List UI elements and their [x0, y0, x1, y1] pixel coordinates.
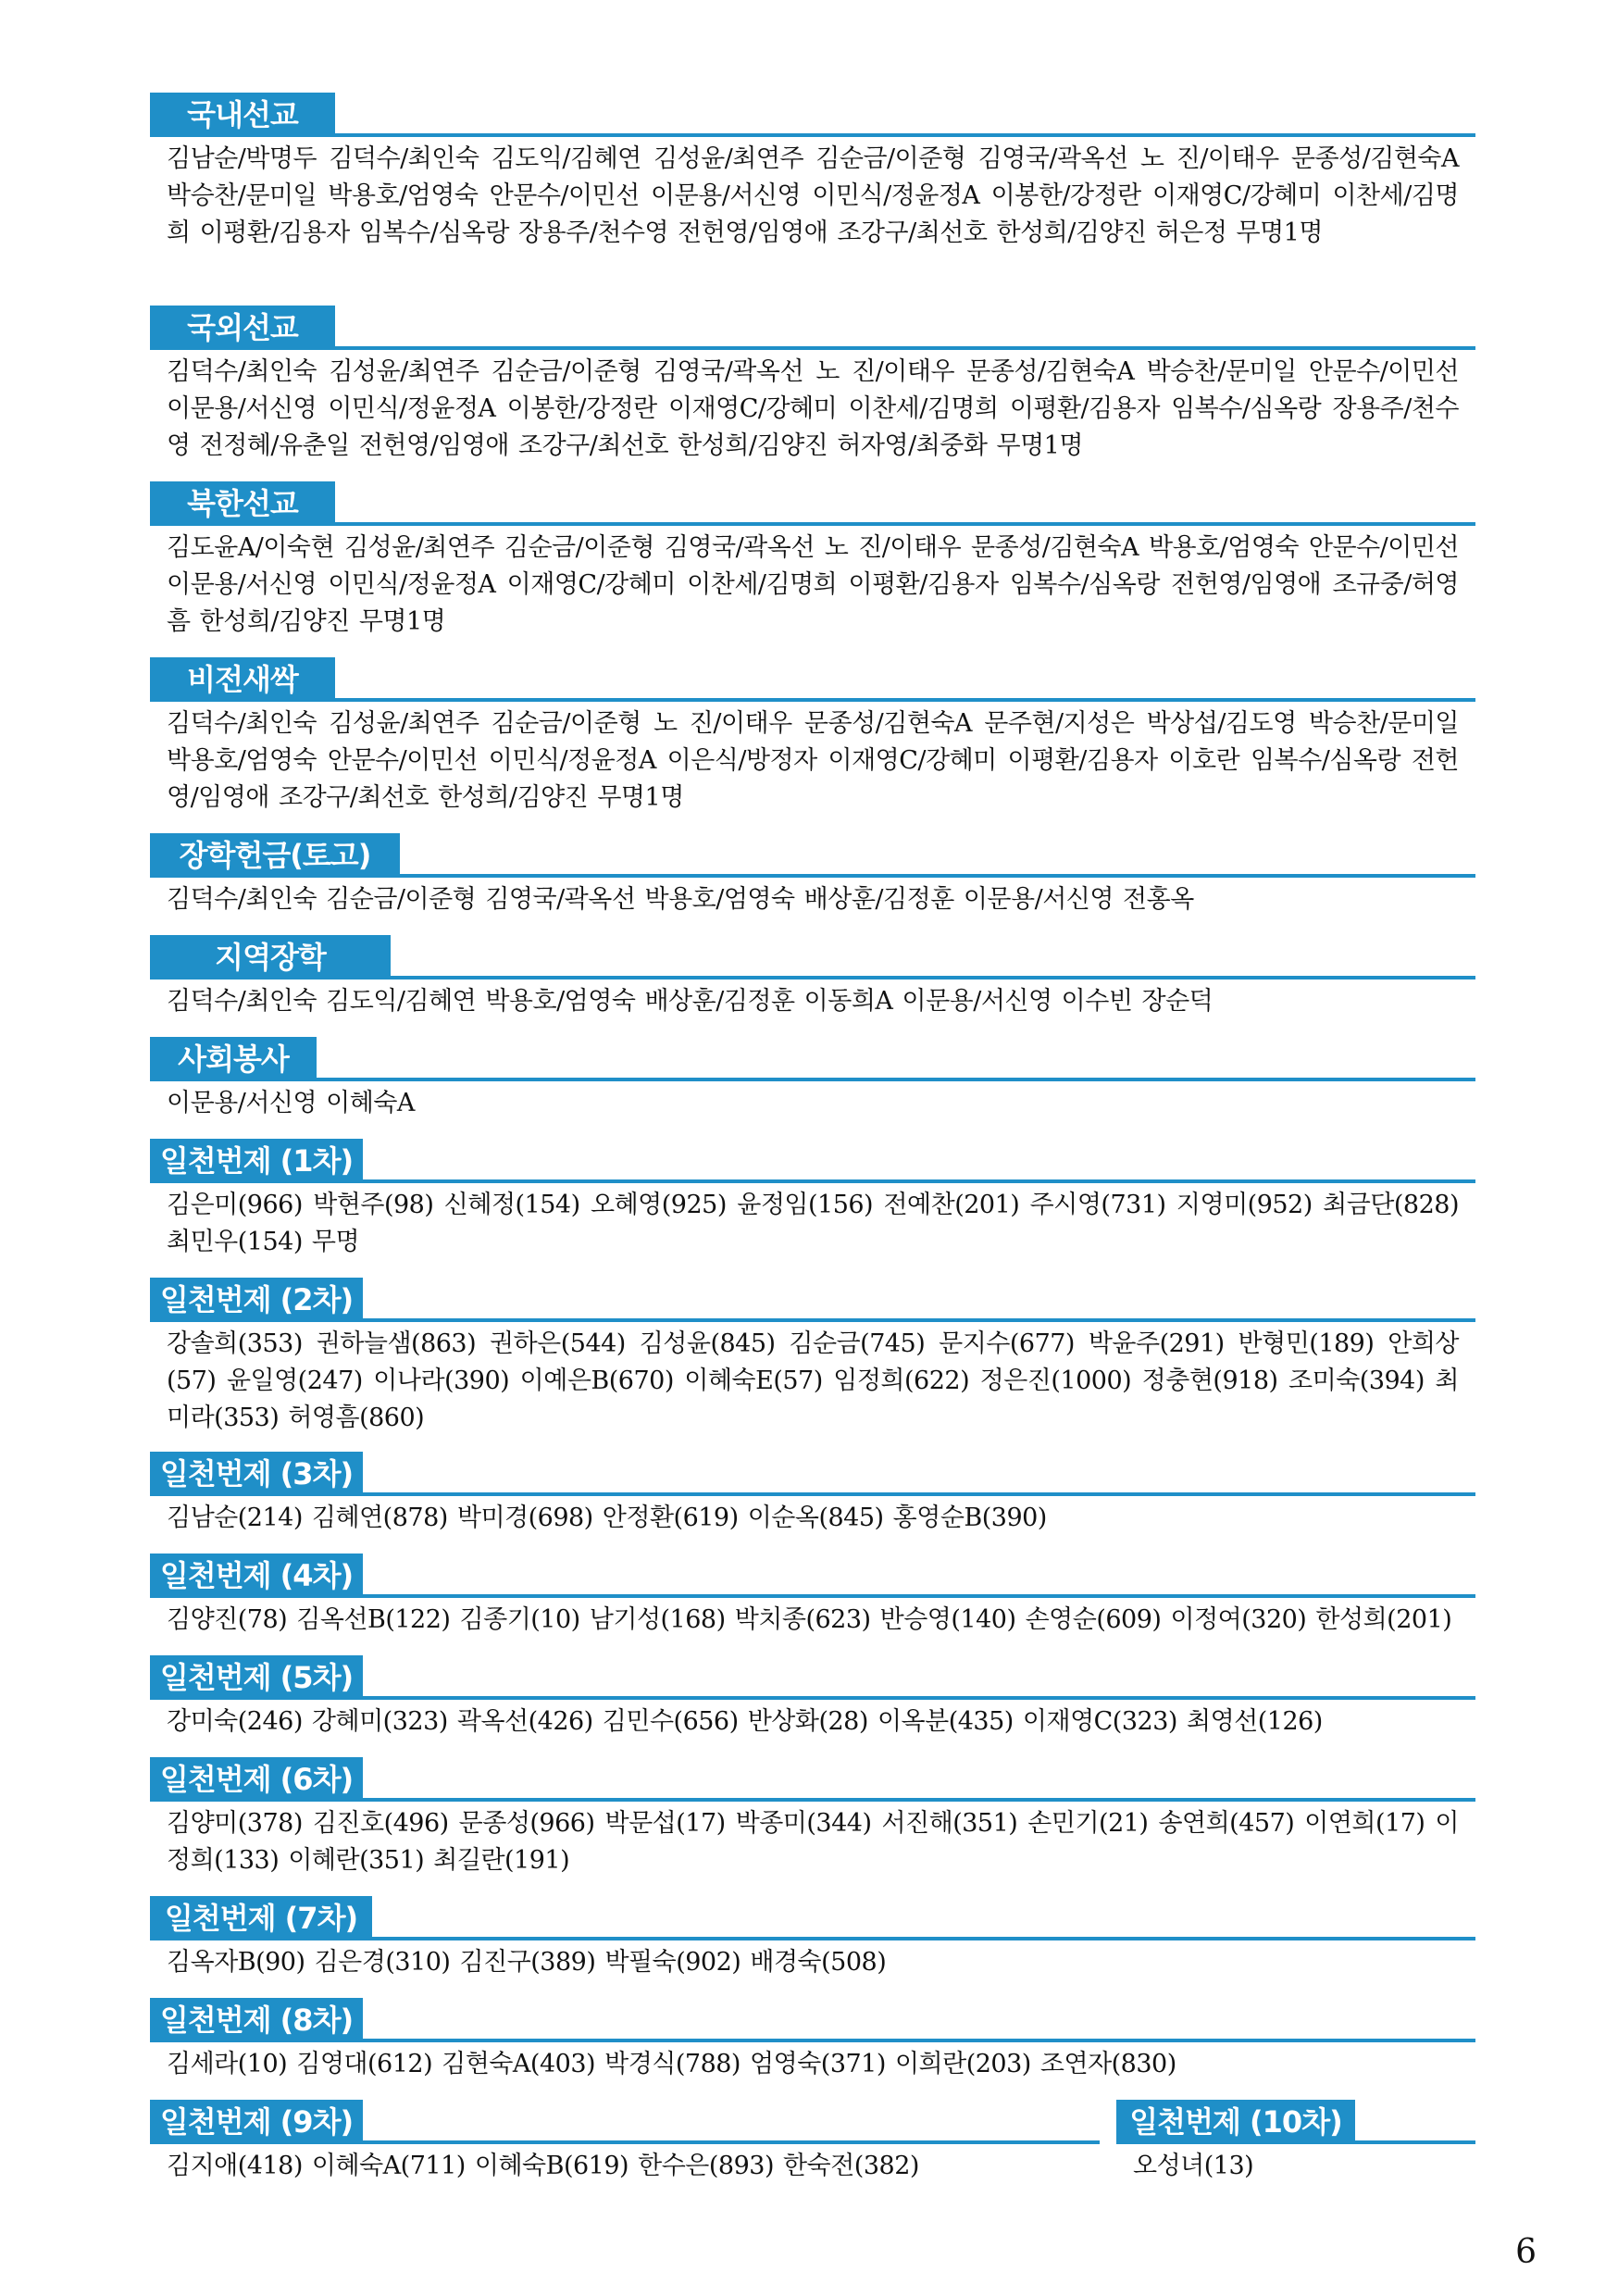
section-title: 지역장학 — [150, 935, 391, 980]
section-domestic-mission — [150, 93, 1475, 252]
section-title: 국내선교 — [150, 93, 335, 137]
section-body: 김도윤A/이숙현 김성윤/최연주 김순금/이준형 김영국/곽옥선 노 진/이태우 문종성/김현숙A 박용호/엄영숙 안문수/이민선 이문용/서신영 이민식/정윤정A 이재영C/강혜미 이찬세/김명희 이평환/김용자 임복수/심옥랑 전헌영/임영애 조규중/허영흠 한성희/김양진 무명1명 — [167, 533, 1459, 636]
section-body: 강미숙(246) 강혜미(323) 곽옥선(426) 김민수(656) 반상화(28) 이옥분(435) 이재영C(323) 최영선(126) — [167, 1707, 1323, 1736]
section-vision-sprout — [150, 657, 1475, 817]
section-thousand-offering-3 — [150, 1452, 1475, 1537]
section-title: 일천번제 (4차) — [150, 1554, 363, 1598]
section-body: 김덕수/최인숙 김성윤/최연주 김순금/이준형 노 진/이태우 문종성/김현숙A 문주현/지성은 박상섭/김도영 박승찬/문미일 박용호/엄영숙 안문수/이민선 이민식/정윤정A 이은식/방정자 이재영C/강혜미 이평환/김용자 이호란 임복수/심옥랑 전헌영/임영애 조강구/최선호 한성희/김양진 무명1명 — [167, 709, 1459, 812]
section-title: 일천번제 (3차) — [150, 1452, 363, 1496]
section-rule — [150, 133, 1475, 137]
section-title: 일천번제 (7차) — [150, 1896, 372, 1940]
section-body: 오성녀(13) — [1133, 2152, 1254, 2180]
section-title: 일천번제 (2차) — [150, 1278, 363, 1322]
section-thousand-offering-10 — [1116, 2100, 1475, 2185]
section-body: 김덕수/최인숙 김도익/김혜연 박용호/엄영숙 배상훈/김정훈 이동희A 이문용/서신영 이수빈 장순덕 — [167, 987, 1214, 1016]
section-thousand-offering-7 — [150, 1896, 1475, 1981]
section-thousand-offering-2 — [150, 1278, 1475, 1437]
section-rule — [150, 698, 1475, 702]
section-title: 북한선교 — [150, 481, 335, 526]
section-thousand-offering-1 — [150, 1139, 1475, 1261]
section-body: 김남순(214) 김혜연(878) 박미경(698) 안정환(619) 이순옥(845) 홍영순B(390) — [167, 1504, 1047, 1532]
section-title: 일천번제 (9차) — [150, 2100, 363, 2144]
section-body: 이문용/서신영 이혜숙A — [167, 1089, 415, 1117]
section-title: 비전새싹 — [150, 657, 335, 702]
section-body: 김덕수/최인숙 김성윤/최연주 김순금/이준형 김영국/곽옥선 노 진/이태우 문종성/김현숙A 박승찬/문미일 안문수/이민선 이문용/서신영 이민식/정윤정A 이봉한/강정란 이재영C/강혜미 이찬세/김명희 이평환/김용자 임복수/심옥랑 장용주/천수영 전정혜/유춘일 전헌영/임영애 조강구/최선호 한성희/김양진 허자영/최중화 무명1명 — [167, 357, 1459, 460]
section-north-korea-mission — [150, 481, 1475, 641]
section-social-service — [150, 1037, 1475, 1122]
section-rule — [150, 1078, 1475, 1081]
section-overseas-mission — [150, 306, 1475, 465]
section-body: 김은미(966) 박현주(98) 신혜정(154) 오혜영(925) 윤정임(156) 전예찬(201) 주시영(731) 지영미(952) 최금단(828) 최민우(154) 무명 — [167, 1191, 1459, 1256]
section-rule — [150, 522, 1475, 526]
section-regional-scholarship — [150, 935, 1475, 1020]
section-body: 김지애(418) 이혜숙A(711) 이혜숙B(619) 한수은(893) 한숙전(382) — [167, 2152, 919, 2180]
section-title: 장학헌금(토고) — [150, 833, 400, 878]
section-body: 김양미(378) 김진호(496) 문종성(966) 박문섭(17) 박종미(344) 서진해(351) 손민기(21) 송연희(457) 이연희(17) 이정희(133) 이혜란(351) 최길란(191) — [167, 1809, 1459, 1875]
section-title: 국외선교 — [150, 306, 335, 350]
section-rule — [150, 346, 1475, 350]
section-thousand-offering-8 — [150, 1998, 1475, 2083]
section-thousand-offering-5 — [150, 1655, 1475, 1741]
section-body: 강솔희(353) 권하늘샘(863) 권하은(544) 김성윤(845) 김순금(745) 문지수(677) 박윤주(291) 반형민(189) 안희상(57) 윤일영(247) 이나라(390) 이예은B(670) 이혜숙E(57) 임정희(622) 정은진(1000) 정충현(918) 조미숙(394) 최미라(353) 허영흠(860) — [167, 1329, 1459, 1432]
section-title: 사회봉사 — [150, 1037, 317, 1081]
section-title: 일천번제 (6차) — [150, 1757, 363, 1802]
section-scholarship-togo — [150, 833, 1475, 918]
section-body: 김덕수/최인숙 김순금/이준형 김영국/곽옥선 박용호/엄영숙 배상훈/김정훈 이문용/서신영 전홍옥 — [167, 885, 1194, 914]
section-body: 김세라(10) 김영대(612) 김현숙A(403) 박경식(788) 엄영숙(371) 이희란(203) 조연자(830) — [167, 2050, 1176, 2078]
section-thousand-offering-9 — [150, 2100, 1100, 2185]
section-thousand-offering-6 — [150, 1757, 1475, 1879]
section-body: 김양진(78) 김옥선B(122) 김종기(10) 남기성(168) 박치종(623) 반승영(140) 손영순(609) 이정여(320) 한성희(201) — [167, 1605, 1452, 1634]
section-title: 일천번제 (8차) — [150, 1998, 363, 2042]
section-body: 김남순/박명두 김덕수/최인숙 김도익/김혜연 김성윤/최연주 김순금/이준형 김영국/곽옥선 노 진/이태우 문종성/김현숙A 박승찬/문미일 박용호/엄영숙 안문수/이민선 이문용/서신영 이민식/정윤정A 이봉한/강정란 이재영C/강혜미 이찬세/김명희 이평환/김용자 임복수/심옥랑 장용주/천수영 전헌영/임영애 조강구/최선호 한성희/김양진 허은정 무명1명 — [167, 144, 1459, 247]
section-title: 일천번제 (1차) — [150, 1139, 363, 1183]
section-title: 일천번제 (5차) — [150, 1655, 363, 1700]
page-number: 6 — [1515, 2233, 1537, 2271]
section-thousand-offering-4 — [150, 1554, 1475, 1639]
section-title: 일천번제 (10차) — [1116, 2100, 1355, 2144]
section-body: 김옥자B(90) 김은경(310) 김진구(389) 박필숙(902) 배경숙(508) — [167, 1948, 887, 1977]
